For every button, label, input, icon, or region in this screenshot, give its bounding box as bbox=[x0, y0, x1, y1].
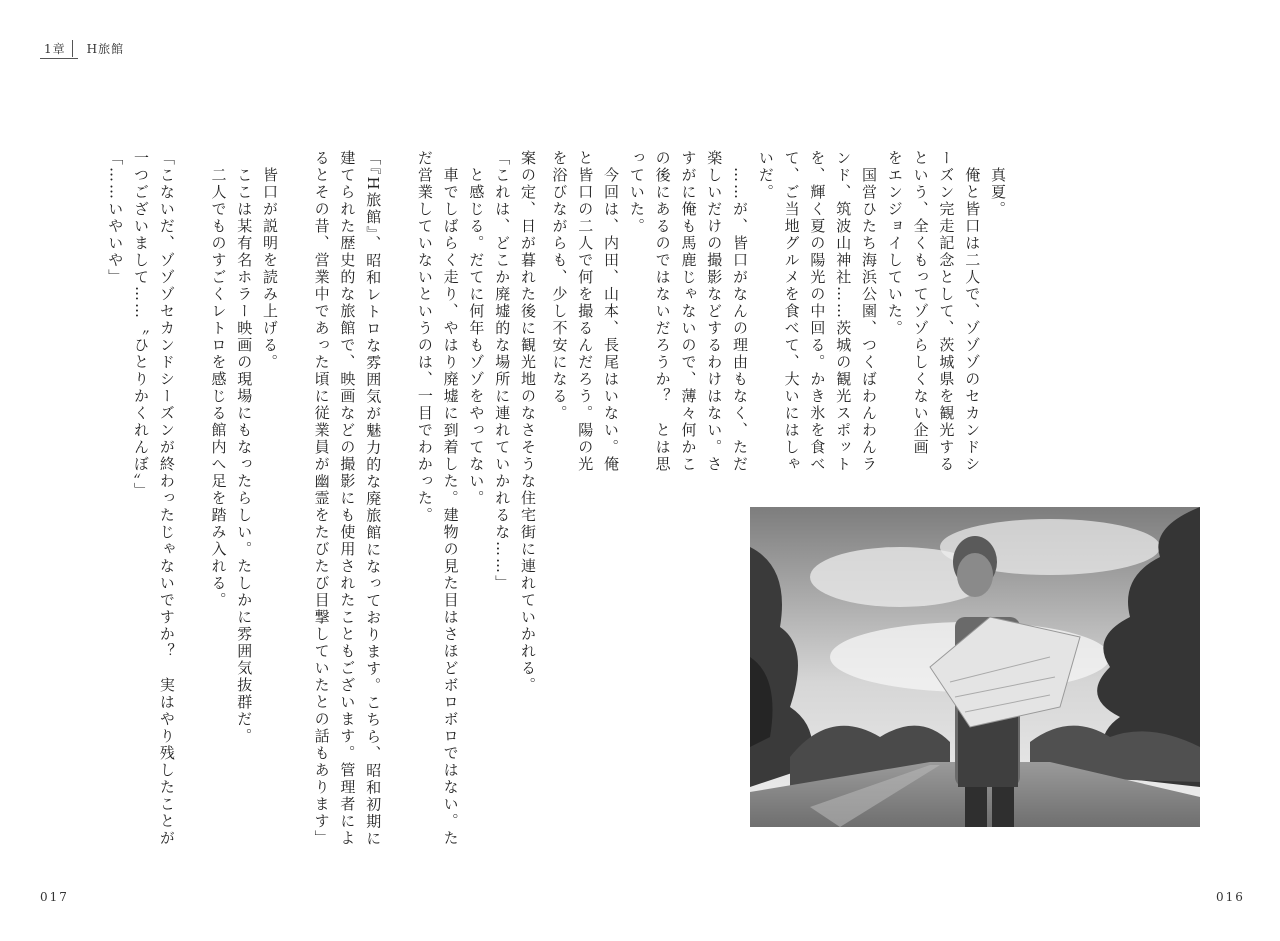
running-head bbox=[44, 40, 124, 57]
running-head-rule bbox=[40, 58, 78, 59]
chapter-label: 1章 bbox=[44, 40, 73, 57]
right-page bbox=[550, 0, 1280, 941]
right-page-body-text: 真夏。 俺と皆口は二人で、ゾゾゾのセカンドシ ーズン完走記念として、茨城県を観光する という、全くもってゾゾらしくない企画 をエンジョイしていた。 国営ひたち海浜公園、つくばわんわんラ ンド、筑波山神社……茨城の観光スポット を、輝く夏の陽光の中回る。かき氷を食べ て、ご当地グルメを食べて、大いにはしゃ いだ。 ……が、皆口がなんの理由もなく、ただ 楽しいだけの撮影などするわけはない。さ すがに俺も馬鹿じゃないので、薄々何かこ の後にあるのではないだろうか？ とは思 っていた。 今回は、内田、山本、長尾はいない。俺 と皆口の二人で何を撮るんだろう。陽の光 を浴びながらも、少し不安になる。 bbox=[550, 150, 1007, 473]
photo-man-reading-map bbox=[750, 507, 1200, 827]
chapter-title: H旅館 bbox=[86, 42, 125, 56]
page-number-right: 016 bbox=[1216, 890, 1245, 904]
left-page-body-text: 案の定、日が暮れた後に観光地のなさそうな住宅街に連れていかれる。 「これは、どこか廃墟的な場所に連れていかれるな……」 と感じる。だてに何年もゾゾをやってない。 車でしばらく走り、やはり廃墟に到着した。建物の見た目はさほどボロボロではない。た だ営業していないというのは、一目でわかった。 「『H旅館』、昭和レトロな雰囲気が魅力的な廃旅館になっております。こちら、昭和初期に 建てられた歴史的な旅館で、映画などの撮影にも使用されたこともございます。管理者によ るとその昔、営業中であった頃に従業員が幽霊をたびたび目撃していたとの話もあります」 皆口が説明を読み上げる。 ここは某有名ホラー映画の現場にもなったらしい。たしかに雰囲気抜群だ。 二人でものすごくレトロを感じる館内へ足を踏み入れる。 「こないだ、ゾゾゾセカンドシーズンが終わったじゃないですか？ 実はやり残したことが 一つございまして……〝ひとりかくれんぼ〟」 「……いやいや」 bbox=[106, 150, 537, 848]
photo-illustration bbox=[750, 507, 1200, 827]
page-number-left: 017 bbox=[40, 890, 69, 904]
